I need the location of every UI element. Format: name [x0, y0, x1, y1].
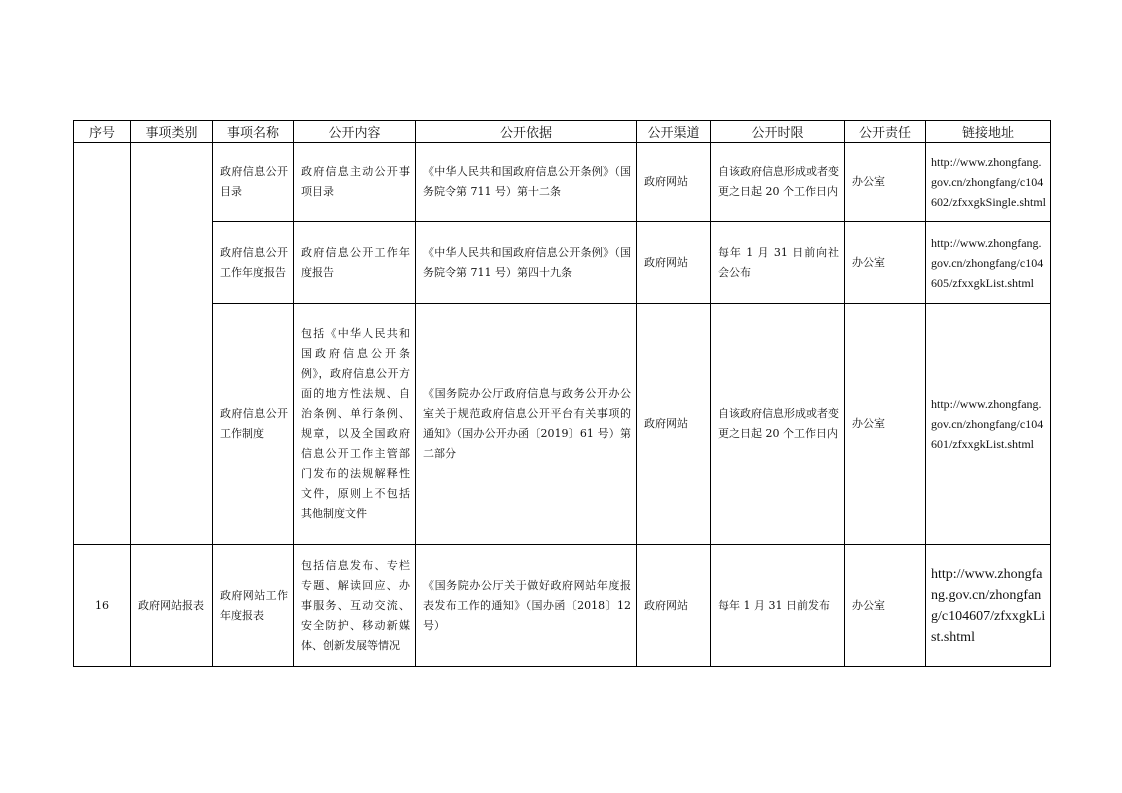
cell-responsibility: 办公室	[845, 222, 926, 304]
cell-channel: 政府网站	[637, 143, 711, 222]
cell-channel: 政府网站	[637, 304, 711, 545]
cell-link[interactable]: http://www.zhongfang.gov.cn/zhongfang/c104602/zfxxgkSingle.shtml	[926, 143, 1051, 222]
cell-link[interactable]: http://www.zhongfang.gov.cn/zhongfang/c104601/zfxxgkList.shtml	[926, 304, 1051, 545]
cell-name: 政府网站工作年度报表	[213, 545, 294, 667]
disclosure-table	[73, 120, 1051, 667]
cell-basis: 《中华人民共和国政府信息公开条例》（国务院令第 711 号）第十二条	[416, 143, 637, 222]
header-link: 链接地址	[926, 121, 1051, 143]
cell-no	[74, 143, 131, 545]
cell-name: 政府信息公开工作年度报告	[213, 222, 294, 304]
header-channel: 公开渠道	[637, 121, 711, 143]
cell-content: 包括《中华人民共和国政府信息公开条例》，政府信息公开方面的地方性法规、自治条例、单行条例、规章，以及全国政府信息公开工作主管部门发布的法规解释性文件，原则上不包括其他制度文件	[294, 304, 416, 545]
cell-name: 政府信息公开工作制度	[213, 304, 294, 545]
cell-category	[131, 143, 213, 545]
cell-time-limit: 自该政府信息形成或者变更之日起 20 个工作日内	[711, 304, 845, 545]
cell-channel: 政府网站	[637, 545, 711, 667]
cell-time-limit: 每年 1 月 31 日前发布	[711, 545, 845, 667]
cell-content: 政府信息公开工作年度报告	[294, 222, 416, 304]
header-content: 公开内容	[294, 121, 416, 143]
cell-content: 政府信息主动公开事项目录	[294, 143, 416, 222]
header-no: 序号	[74, 121, 131, 143]
cell-responsibility: 办公室	[845, 143, 926, 222]
header-time-limit: 公开时限	[711, 121, 845, 143]
cell-basis: 《国务院办公厅政府信息与政务公开办公室关于规范政府信息公开平台有关事项的通知》（国办公开办函〔2019〕61 号）第二部分	[416, 304, 637, 545]
table-row	[74, 545, 1051, 667]
cell-name: 政府信息公开目录	[213, 143, 294, 222]
cell-basis: 《中华人民共和国政府信息公开条例》（国务院令第 711 号）第四十九条	[416, 222, 637, 304]
header-basis: 公开依据	[416, 121, 637, 143]
cell-category: 政府网站报表	[131, 545, 213, 667]
cell-channel: 政府网站	[637, 222, 711, 304]
cell-time-limit: 自该政府信息形成或者变更之日起 20 个工作日内	[711, 143, 845, 222]
cell-responsibility: 办公室	[845, 545, 926, 667]
cell-basis: 《国务院办公厅关于做好政府网站年度报表发布工作的通知》（国办函〔2018〕12 号）	[416, 545, 637, 667]
table-row	[74, 222, 1051, 304]
header-category: 事项类别	[131, 121, 213, 143]
cell-time-limit: 每年 1 月 31 日前向社会公布	[711, 222, 845, 304]
cell-content: 包括信息发布、专栏专题、解读回应、办事服务、互动交流、安全防护、移动新媒体、创新发展等情况	[294, 545, 416, 667]
table-row	[74, 143, 1051, 222]
table-header-row	[74, 121, 1051, 143]
cell-link[interactable]: http://www.zhongfang.gov.cn/zhongfang/c104607/zfxxgkList.shtml	[926, 545, 1051, 667]
cell-responsibility: 办公室	[845, 304, 926, 545]
table-row	[74, 304, 1051, 545]
header-name: 事项名称	[213, 121, 294, 143]
cell-no: 16	[74, 545, 131, 667]
header-responsibility: 公开责任	[845, 121, 926, 143]
cell-link[interactable]: http://www.zhongfang.gov.cn/zhongfang/c104605/zfxxgkList.shtml	[926, 222, 1051, 304]
